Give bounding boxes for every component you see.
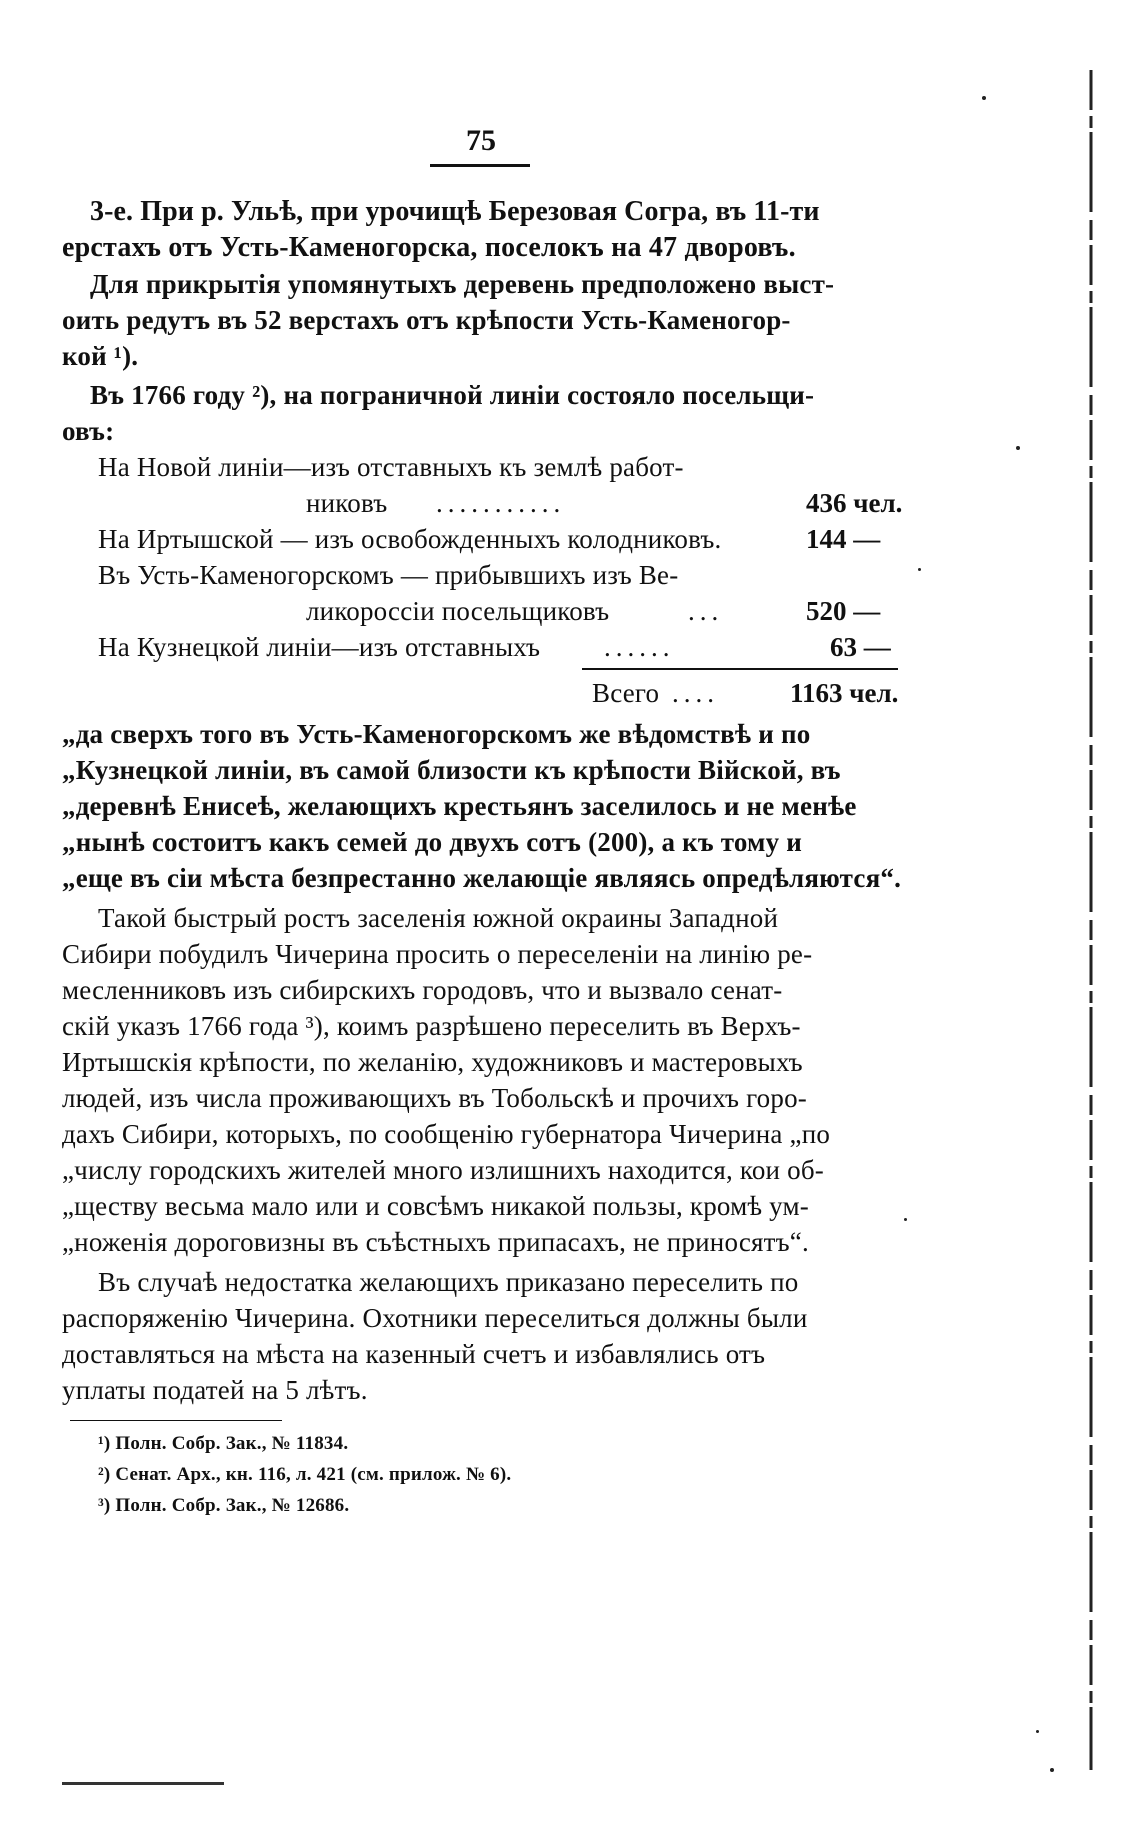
para4-line1: „да сверхъ того въ Усть-Каменогорскомъ же вѣдомствѣ и по bbox=[62, 719, 811, 749]
table-row3-qty: 520 — bbox=[806, 596, 881, 626]
para5-line1: Такой быстрый ростъ заселенія южной окраины Западной bbox=[98, 903, 779, 933]
para1-line2: ерстахъ отъ Усть-Каменогорска, поселокъ на 47 дворовъ. bbox=[62, 232, 796, 263]
table-row4-qty: 63 — bbox=[830, 632, 891, 662]
table-row4-leader: ...... bbox=[604, 632, 675, 662]
table-row1-cont: никовъ bbox=[306, 488, 388, 518]
para5-line10: „ноженія дороговизны въ съѣстныхъ припасахъ, не приносятъ“. bbox=[62, 1227, 809, 1257]
total-rule bbox=[582, 668, 898, 670]
table-row3-cont: ликороссіи посельщиковъ bbox=[306, 596, 610, 626]
para3-line1: Въ 1766 году ²), на пограничной линіи состояло посельщи- bbox=[90, 380, 815, 410]
scan-speck bbox=[1016, 446, 1020, 450]
scan-speck bbox=[904, 1218, 907, 1221]
para6-line3: доставляться на мѣста на казенный счетъ и избавлялись отъ bbox=[62, 1339, 766, 1369]
table-total-leader: .... bbox=[672, 678, 719, 708]
table-row1-text: На Новой линіи—изъ отставныхъ къ землѣ работ- bbox=[98, 452, 684, 482]
para4-line4: „нынѣ состоитъ какъ семей до двухъ сотъ (200), а къ тому и bbox=[62, 827, 803, 857]
scan-speck bbox=[982, 96, 986, 100]
para5-line2: Сибири побудилъ Чичерина просить о переселеніи на линію ре- bbox=[62, 939, 813, 969]
table-total-label: Всего bbox=[592, 678, 660, 708]
para5-line6: людей, изъ числа проживающихъ въ Тобольскѣ и прочихъ горо- bbox=[62, 1083, 807, 1113]
para5-line9: „ществу весьма мало или и совсѣмъ никакой пользы, кромѣ ум- bbox=[62, 1191, 809, 1221]
para3-line2: овъ: bbox=[62, 416, 115, 446]
para1-line1: 3-е. При р. Ульѣ, при урочищѣ Березовая Согра, въ 11-ти bbox=[90, 196, 820, 227]
para6-line2: распоряженію Чичерина. Охотники переселиться должны были bbox=[62, 1303, 808, 1333]
footnote-3: ³) Полн. Собр. Зак., № 12686. bbox=[98, 1495, 350, 1516]
page-number-rule bbox=[430, 164, 530, 167]
scan-speck bbox=[918, 568, 921, 571]
table-total-qty: 1163 чел. bbox=[790, 678, 899, 708]
para5-line8: „числу городскихъ жителей много излишнихъ находится, кои об- bbox=[62, 1155, 824, 1185]
table-row2-qty: 144 — bbox=[806, 524, 881, 554]
scan-speck bbox=[1050, 1768, 1054, 1772]
para5-line5: Иртышскія крѣпости, по желанію, художниковъ и мастеровыхъ bbox=[62, 1047, 803, 1077]
para2-line1: Для прикрытія упомянутыхъ деревень предположено выст- bbox=[90, 269, 835, 299]
scan-bottom-mark bbox=[62, 1782, 224, 1785]
para5-line4: скій указъ 1766 года ³), коимъ разрѣшено переселить въ Верхъ- bbox=[62, 1011, 801, 1041]
para5-line3: месленниковъ изъ сибирскихъ городовъ, что и вызвало сенат- bbox=[62, 975, 783, 1005]
scan-edge-mark bbox=[1088, 70, 1094, 1770]
page-number: 75 bbox=[466, 124, 496, 157]
para6-line1: Въ случаѣ недостатка желающихъ приказано переселить по bbox=[98, 1267, 799, 1297]
footnote-1: ¹) Полн. Собр. Зак., № 11834. bbox=[98, 1433, 349, 1454]
table-row3-leader: ... bbox=[688, 596, 724, 626]
table-row1-qty: 436 чел. bbox=[806, 488, 903, 518]
para5-line7: дахъ Сибири, которыхъ, по сообщенію губернатора Чичерина „по bbox=[62, 1119, 831, 1149]
para4-line2: „Кузнецкой линіи, въ самой близости къ крѣпости Війской, въ bbox=[62, 755, 841, 785]
para2-line2: оить редутъ въ 52 верстахъ отъ крѣпости Усть-Каменогор- bbox=[62, 305, 791, 335]
para2-line3: кой ¹). bbox=[62, 341, 139, 371]
para4-line3: „деревнѣ Енисеѣ, желающихъ крестьянъ заселилось и не менѣе bbox=[62, 791, 857, 821]
table-row4-text: На Кузнецкой линіи—изъ отставныхъ bbox=[98, 632, 541, 662]
footnote-2: ²) Сенат. Арх., кн. 116, л. 421 (см. прилож. № 6). bbox=[98, 1464, 512, 1485]
table-row3-text: Въ Усть-Каменогорскомъ — прибывшихъ изъ Ве- bbox=[98, 560, 679, 590]
table-row2-text: На Иртышской — изъ освобожденныхъ колодниковъ. bbox=[98, 524, 722, 554]
table-row1-leader: ........... bbox=[436, 488, 566, 518]
scan-speck bbox=[1036, 1730, 1039, 1733]
footnote-separator bbox=[70, 1420, 282, 1421]
para6-line4: уплаты податей на 5 лѣтъ. bbox=[62, 1375, 368, 1405]
para4-line5: „еще въ сіи мѣста безпрестанно желающіе являясь опредѣляются“. bbox=[62, 863, 902, 893]
